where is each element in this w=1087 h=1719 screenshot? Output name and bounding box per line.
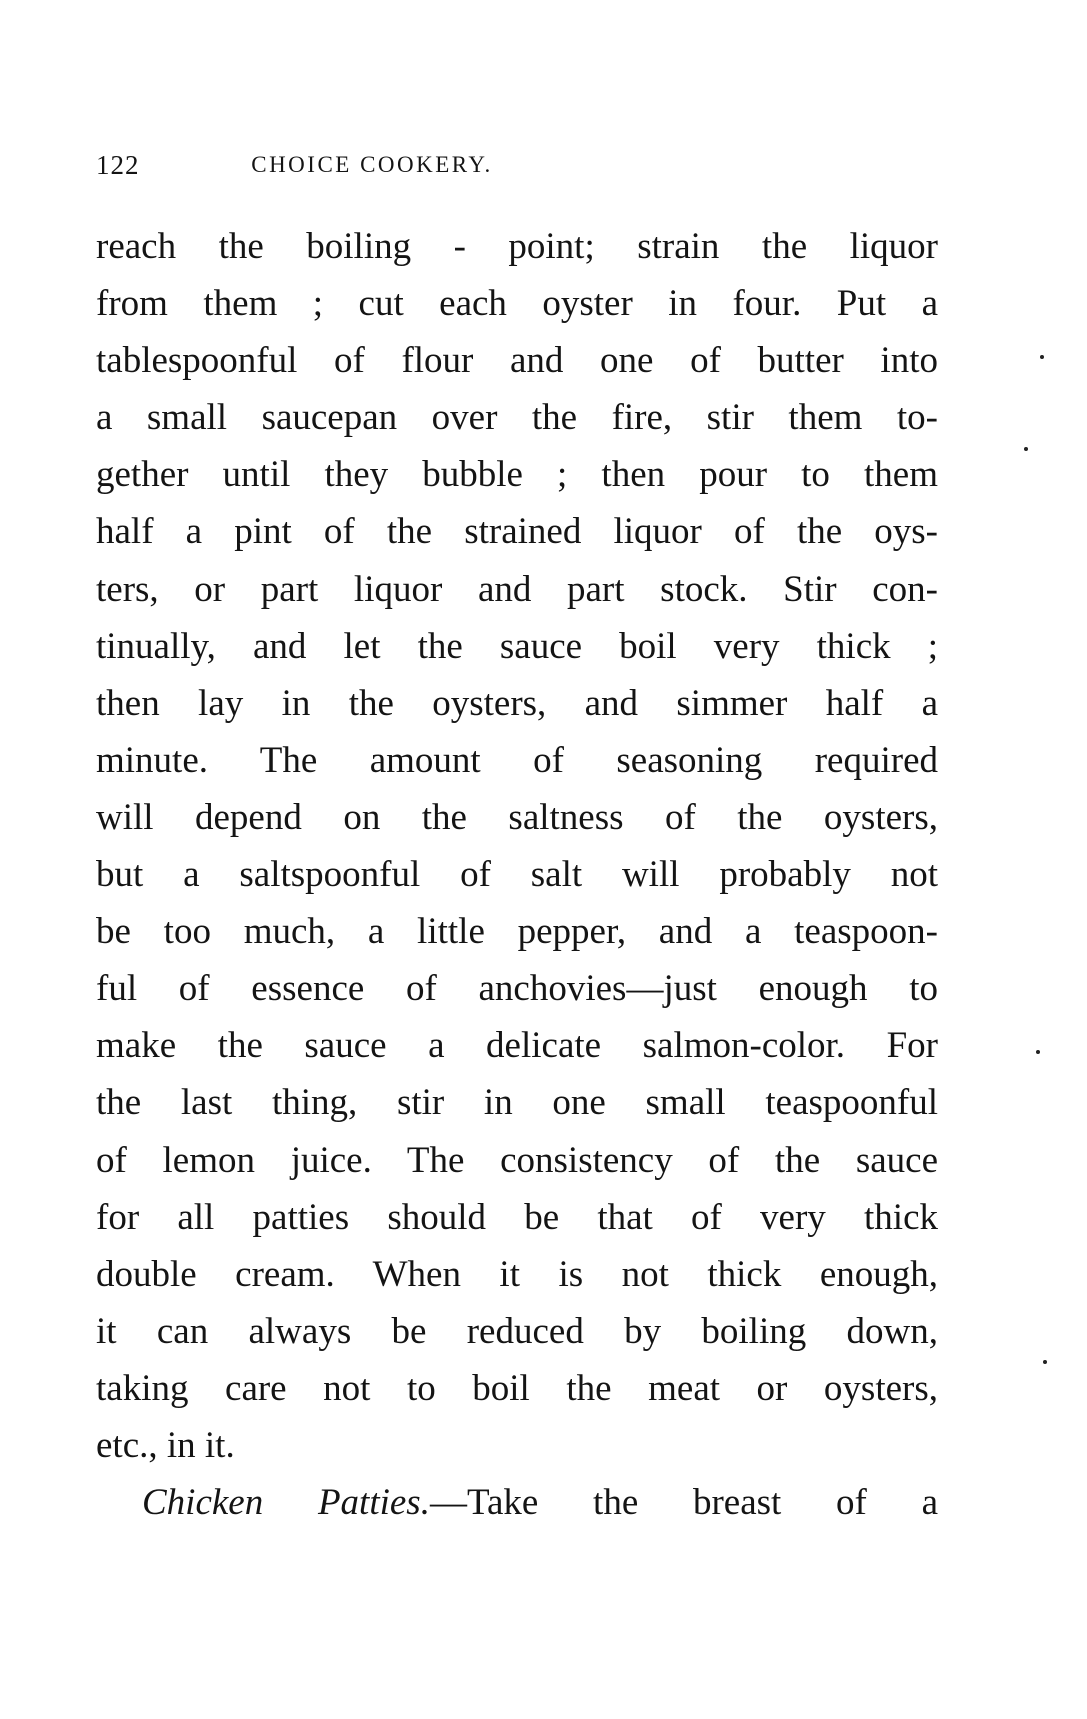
text-line: from them ; cut each oyster in four. Put a bbox=[96, 283, 938, 325]
text-line: will depend on the saltness of the oysters, bbox=[96, 796, 938, 838]
text-line: the last thing, stir in one small teaspoonful bbox=[96, 1082, 938, 1124]
text-line: reach the boiling - point; strain the liquor bbox=[96, 226, 938, 267]
text-line: tablespoonful of flour and one of butter into bbox=[96, 340, 938, 382]
text-line: then lay in the oysters, and simmer half a bbox=[96, 682, 938, 724]
scan-speck bbox=[1043, 1360, 1047, 1364]
scan-speck bbox=[1024, 447, 1028, 451]
text-line: taking care not to boil the meat or oysters, bbox=[96, 1367, 938, 1409]
paragraph-end-line: etc., in it. bbox=[96, 1424, 235, 1466]
scan-speck bbox=[1040, 355, 1044, 359]
running-title: CHOICE COOKERY. bbox=[251, 152, 493, 177]
page-number: 122 bbox=[96, 150, 140, 180]
text-line: of lemon juice. The consistency of the sauce bbox=[96, 1139, 938, 1181]
text-line: ful of essence of anchovies—just enough to bbox=[96, 968, 938, 1010]
text-line: half a pint of the strained liquor of the oys- bbox=[96, 511, 938, 553]
text-line: ters, or part liquor and part stock. Stir con- bbox=[96, 568, 938, 610]
recipe-text: —Take the breast of a bbox=[429, 1482, 938, 1524]
text-line: minute. The amount of seasoning required bbox=[96, 739, 938, 781]
recipe-title: Chicken Patties. bbox=[142, 1482, 430, 1524]
text-line: for all patties should be that of very thick bbox=[96, 1196, 938, 1238]
scan-speck bbox=[1036, 1050, 1040, 1054]
text-line: double cream. When it is not thick enough, bbox=[96, 1253, 938, 1295]
text-line: gether until they bubble ; then pour to them bbox=[96, 454, 938, 496]
text-line: a small saucepan over the fire, stir them to- bbox=[96, 397, 938, 439]
body-text bbox=[96, 218, 938, 1531]
running-head bbox=[96, 150, 686, 190]
next-paragraph-line bbox=[96, 1474, 938, 1531]
text-line: make the sauce a delicate salmon-color. For bbox=[96, 1025, 938, 1067]
text-line: but a saltspoonful of salt will probably not bbox=[96, 854, 938, 896]
text-line: it can always be reduced by boiling down, bbox=[96, 1310, 938, 1352]
text-line: tinually, and let the sauce boil very thick ; bbox=[96, 625, 938, 667]
text-line: be too much, a little pepper, and a teaspoon- bbox=[96, 911, 938, 953]
